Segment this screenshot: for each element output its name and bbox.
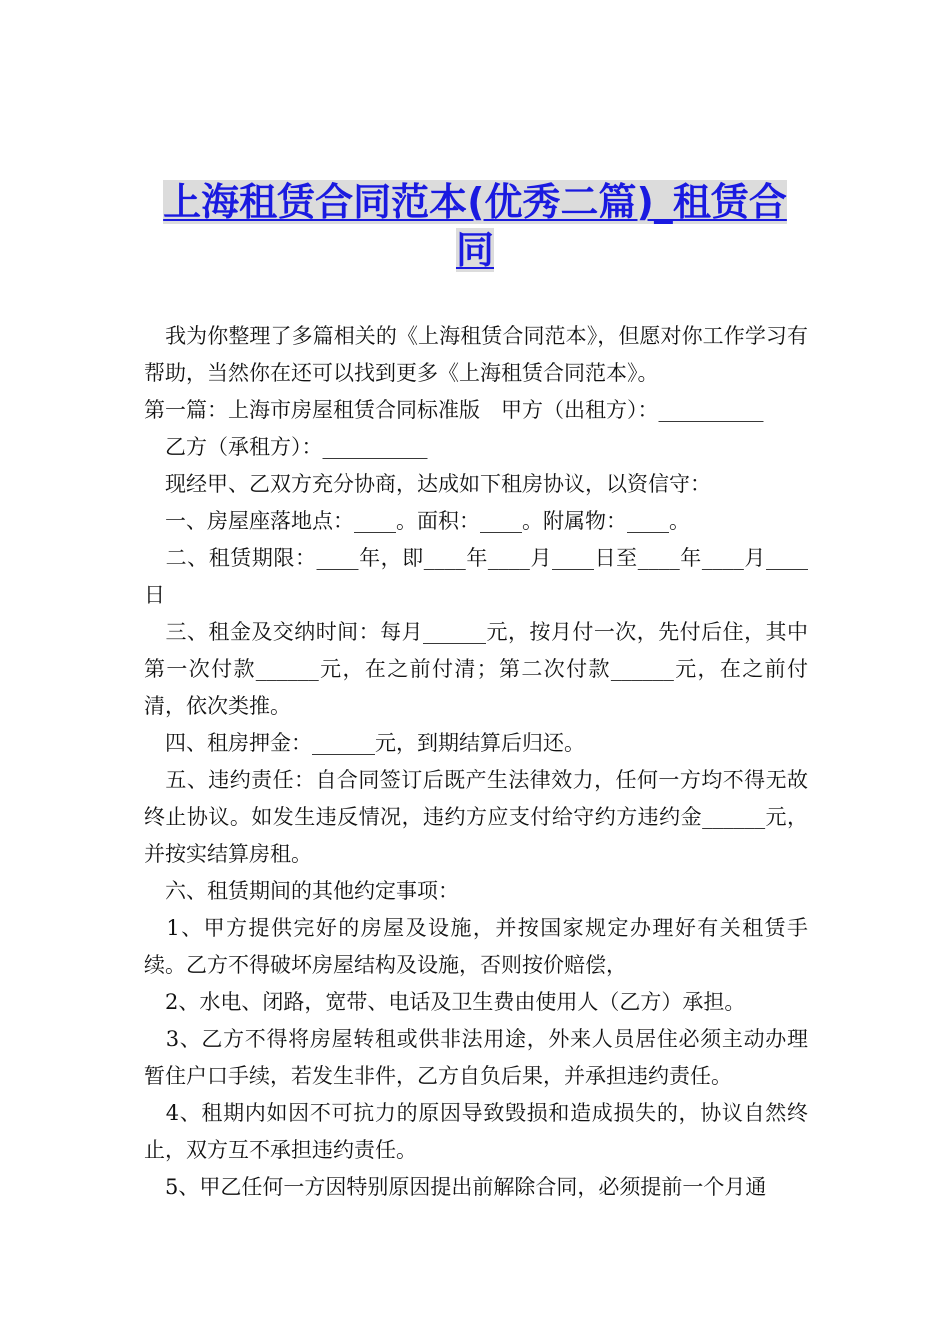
sub-item-2: 2、水电、闭路，宽带、电话及卫生费由使用人（乙方）承担。	[144, 990, 746, 1014]
clause-4-deposit: 四、租房押金：______元，到期结算后归还。	[144, 731, 585, 755]
sub-item-3: 3、乙方不得将房屋转租或供非法用途，外来人员居住必须主动办理暂住户口手续，若发生非件，乙方自负后果，并承担违约责任。	[144, 1027, 808, 1088]
clause-1-location: 一、房屋座落地点：____。面积：____。附属物：____。	[144, 509, 690, 533]
clause-5-breach: 五、违约责任：自合同签订后既产生法律效力，任何一方均不得无故终止协议。如发生违反情况，违约方应支付给守约方违约金______元，并按实结算房租。	[144, 768, 808, 866]
clause-6-heading: 六、租赁期间的其他约定事项：	[144, 879, 459, 903]
document-body	[144, 318, 808, 1206]
sub-item-5: 5、甲乙任何一方因特别原因提出前解除合同，必须提前一个月通	[144, 1175, 767, 1199]
sub-item-1: 1、甲方提供完好的房屋及设施，并按国家规定办理好有关租赁手续。乙方不得破坏房屋结构及设施，否则按价赔偿，	[144, 916, 808, 977]
intro-paragraph: 我为你整理了多篇相关的《上海租赁合同范本》，但愿对你工作学习有帮助，当然你在还可以找到更多《上海租赁合同范本》。	[144, 324, 808, 385]
section-heading-party-a: 第一篇：上海市房屋租赁合同标准版 甲方（出租方）：__________	[144, 398, 764, 422]
clause-3-rent: 三、租金及交纳时间：每月______元，按月付一次，先付后住，其中第一次付款______元，在之前付清；第二次付款______元，在之前付清，依次类推。	[144, 620, 808, 718]
sub-item-4: 4、租期内如因不可抗力的原因导致毁损和造成损失的，协议自然终止，双方互不承担违约责任。	[144, 1101, 808, 1162]
title-line-1: 上海租赁合同范本(优秀二篇)_租赁合	[163, 180, 787, 224]
title-line-2: 同	[455, 228, 494, 272]
agreement-intro: 现经甲、乙双方充分协商，达成如下租房协议，以资信守：	[144, 472, 711, 496]
party-b-line: 乙方（承租方）：__________	[144, 435, 428, 459]
clause-2-term: 二、租赁期限：____年，即____年____月____日至____年____月____日	[144, 546, 808, 607]
document-title	[120, 178, 830, 274]
